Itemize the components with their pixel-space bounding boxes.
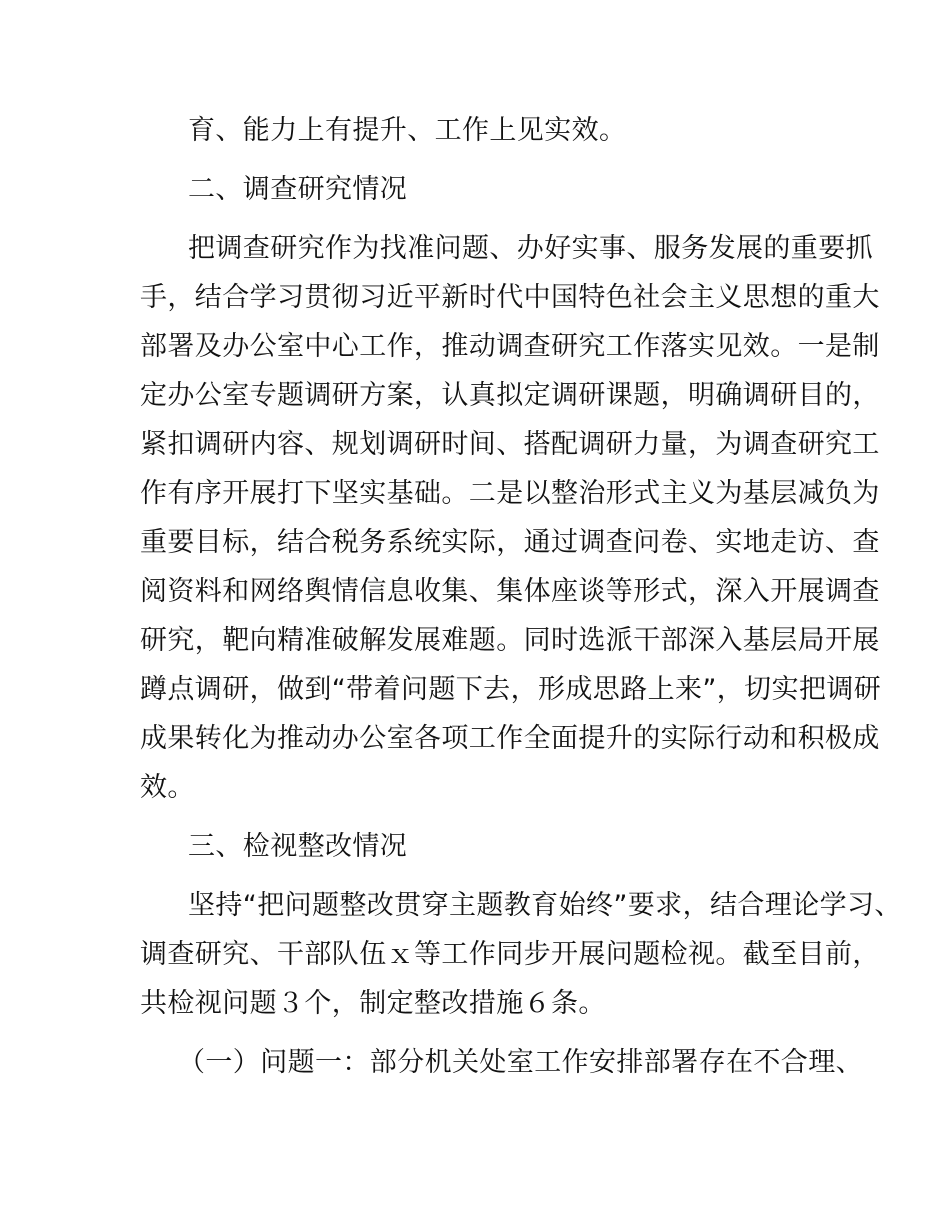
paragraph-line: 共检视问题３个，制定整改措施６条。: [140, 988, 606, 1019]
section-heading-research: 二、调查研究情况: [188, 174, 408, 205]
paragraph-line: 部署及办公室中心工作，推动调查研究工作落实见效。一是制: [140, 331, 880, 362]
paragraph-line: 效。: [140, 772, 195, 803]
paragraph-line: 成果转化为推动办公室各项工作全面提升的实际行动和积极成: [140, 723, 880, 754]
paragraph-line: 蹲点调研，做到“带着问题下去，形成思路上来”，切实把调研: [140, 674, 882, 705]
paragraph-line: 紧扣调研内容、规划调研时间、搭配调研力量，为调查研究工: [140, 429, 880, 460]
paragraph-line: 研究，靶向精准破解发展难题。同时选派干部深入基层局开展: [140, 625, 880, 656]
paragraph-line: 把调查研究作为找准问题、办好实事、服务发展的重要抓: [188, 233, 873, 264]
section-heading-rectification: 三、检视整改情况: [188, 831, 408, 862]
paragraph-line: 重要目标，结合税务系统实际，通过调查问卷、实地走访、查: [140, 527, 880, 558]
paragraph-line: 作有序开展打下坚实基础。二是以整治形式主义为基层减负为: [140, 478, 880, 509]
paragraph-line: 调查研究、干部队伍ｘ等工作同步开展问题检视。截至目前，: [140, 939, 880, 970]
paragraph-line: 坚持“把问题整改贯穿主题教育始终”要求，结合理论学习、: [188, 890, 902, 921]
subsection-heading-issue-one: （一）问题一：部分机关处室工作安排部署存在不合理、: [178, 1047, 863, 1078]
paragraph-line: 阅资料和网络舆情信息收集、集体座谈等形式，深入开展调查: [140, 576, 880, 607]
paragraph-line: 手，结合学习贯彻习近平新时代中国特色社会主义思想的重大: [140, 282, 880, 313]
text-line-continuation: 育、能力上有提升、工作上见实效。: [188, 115, 627, 146]
paragraph-line: 定办公室专题调研方案，认真拟定调研课题，明确调研目的，: [140, 380, 880, 411]
